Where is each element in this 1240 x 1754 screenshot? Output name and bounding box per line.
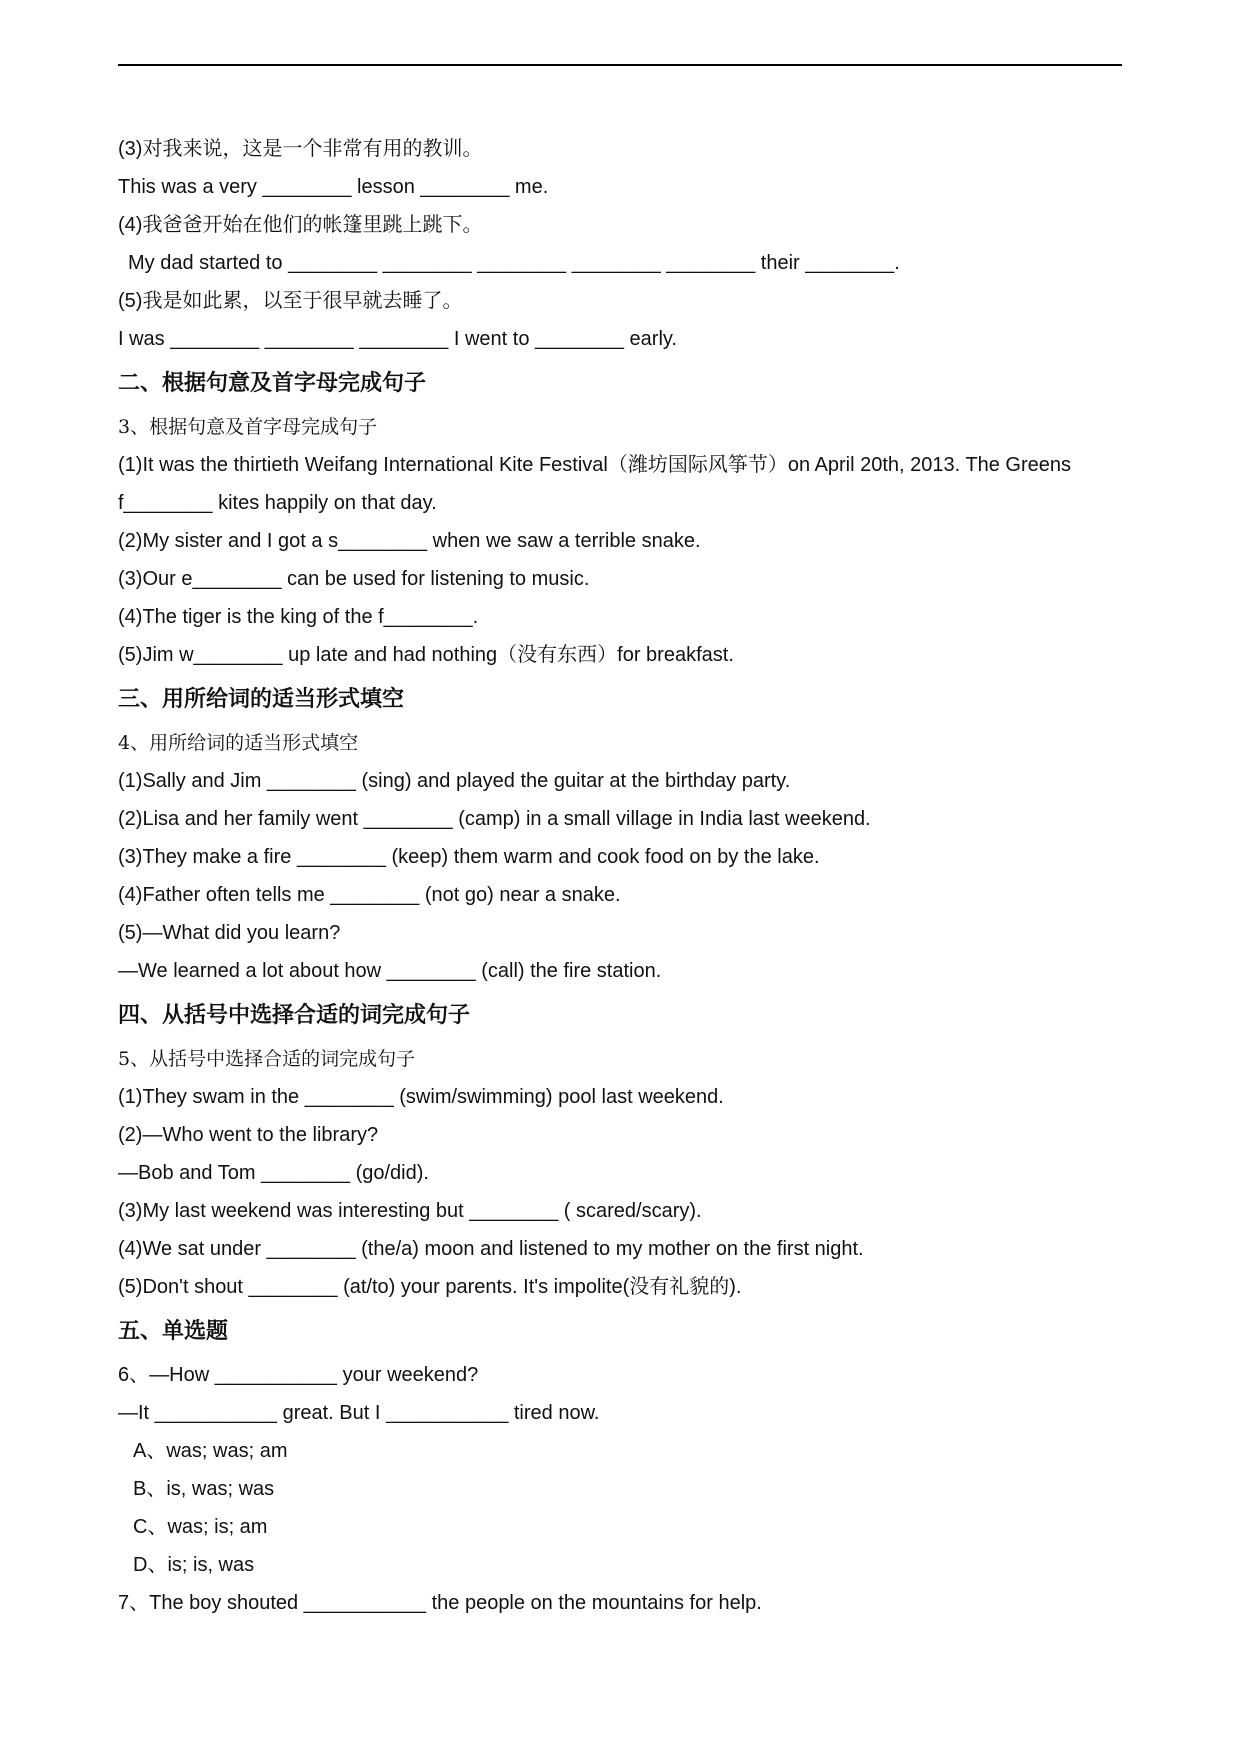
question-line: (4)我爸爸开始在他们的帐篷里跳上跳下。: [118, 214, 483, 236]
answer-option: C、was; is; am: [133, 1516, 268, 1538]
question-line: (5)我是如此累，以至于很早就去睡了。: [118, 290, 463, 312]
question-line: (2)—Who went to the library?: [118, 1124, 379, 1146]
question-stem: 4、用所给词的适当形式填空: [118, 732, 359, 754]
worksheet-body: [118, 130, 1118, 1622]
question-line: (5)—What did you learn?: [118, 922, 341, 944]
section-heading: 四、从括号中选择合适的词完成句子: [118, 1003, 471, 1028]
question-line: (3)My last weekend was interesting but ________ ( scared/scary).: [118, 1200, 702, 1222]
question-line: —It ___________ great. But I ___________ tired now.: [118, 1402, 600, 1424]
question-line: This was a very ________ lesson ________ me.: [118, 176, 549, 198]
answer-option: B、is, was; was: [133, 1478, 275, 1500]
section-heading: 五、单选题: [118, 1319, 229, 1344]
question-line: —We learned a lot about how ________ (call) the fire station.: [118, 960, 662, 982]
section-heading: 二、根据句意及首字母完成句子: [118, 371, 427, 396]
question-line: (1)They swam in the ________ (swim/swimming) pool last weekend.: [118, 1086, 724, 1108]
question-stem: 3、根据句意及首字母完成句子: [118, 416, 378, 438]
header-rule: [118, 64, 1122, 66]
question-line: (1)Sally and Jim ________ (sing) and played the guitar at the birthday party.: [118, 770, 791, 792]
answer-option: A、was; was; am: [133, 1440, 288, 1462]
question-line: (5)Don't shout ________ (at/to) your parents. It's impolite(没有礼貌的).: [118, 1276, 742, 1298]
question-line: (2)My sister and I got a s________ when we saw a terrible snake.: [118, 530, 701, 552]
question-line: 6、—How ___________ your weekend?: [118, 1364, 479, 1386]
question-line: I was ________ ________ ________ I went to ________ early.: [118, 328, 677, 350]
question-line: (3)They make a fire ________ (keep) them warm and cook food on by the lake.: [118, 846, 820, 868]
section-heading: 三、用所给词的适当形式填空: [118, 687, 405, 712]
question-line: (2)Lisa and her family went ________ (camp) in a small village in India last weekend.: [118, 808, 871, 830]
question-line: 7、The boy shouted ___________ the people on the mountains for help.: [118, 1592, 762, 1614]
question-line: (5)Jim w________ up late and had nothing（没有东西）for breakfast.: [118, 644, 734, 666]
question-line: (4)We sat under ________ (the/a) moon and listened to my mother on the first night.: [118, 1238, 864, 1260]
question-line: —Bob and Tom ________ (go/did).: [118, 1162, 429, 1184]
question-line: (4)Father often tells me ________ (not go) near a snake.: [118, 884, 621, 906]
question-line: (4)The tiger is the king of the f________.: [118, 606, 479, 628]
question-line: (1)It was the thirtieth Weifang International Kite Festival（潍坊国际风筝节）on April 20th, 2013. The Greens f________ kites happily on that day.: [118, 454, 1072, 514]
question-line: (3)Our e________ can be used for listening to music.: [118, 568, 590, 590]
answer-option: D、is; is, was: [133, 1554, 255, 1576]
question-stem: 5、从括号中选择合适的词完成句子: [118, 1048, 416, 1070]
question-line: My dad started to ________ ________ ________ ________ ________ their ________.: [128, 252, 900, 274]
question-line: (3)对我来说，这是一个非常有用的教训。: [118, 138, 483, 160]
